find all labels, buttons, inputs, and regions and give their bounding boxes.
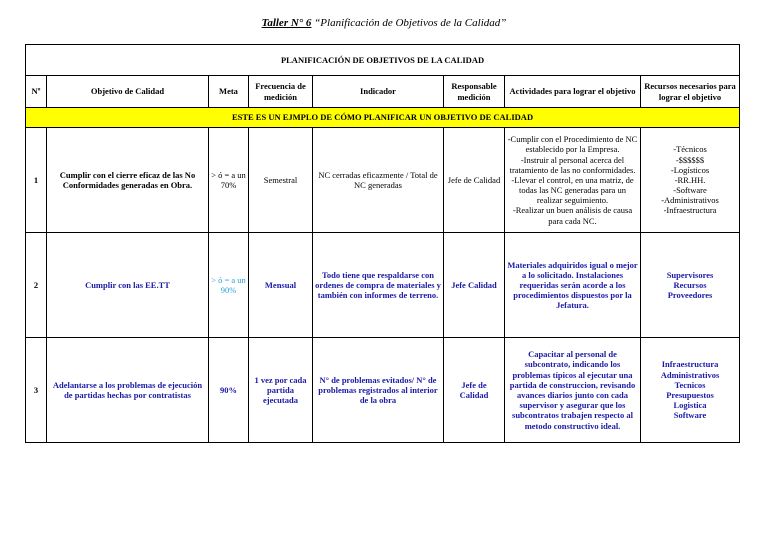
- recurso-item: Proveedores: [667, 290, 713, 301]
- row-meta: > ó = a un 90%: [209, 233, 249, 338]
- row-objetivo: Adelantarse a los problemas de ejecución de partidas hechas por contratistas: [47, 338, 209, 443]
- recurso-item: -Infraestructura: [663, 205, 717, 216]
- header-indicador: Indicador: [313, 76, 444, 108]
- recurso-item: Software: [673, 410, 707, 421]
- row-meta: 90%: [209, 338, 249, 443]
- document-caption: [0, 17, 768, 29]
- header-meta: Meta: [209, 76, 249, 108]
- caption-title: “Planificación de Objetivos de la Calidad”: [314, 17, 507, 29]
- row-responsable: Jefe de Calidad: [444, 338, 505, 443]
- header-frecuencia: Frecuencia de medición: [249, 76, 313, 108]
- row-indicador: NC cerradas eficazmente / Total de NC generadas: [313, 128, 444, 233]
- row-frecuencia: Semestral: [249, 128, 313, 233]
- row-actividades: Materiales adquiridos igual o mejor a lo solicitado. Instalaciones requeridas serán acorde a los procedimientos dispuestos por la Jefatura.: [505, 233, 641, 338]
- actividad-line: -Realizar un buen análisis de causa para cada NC.: [512, 205, 633, 226]
- caption-label: Taller N° 6: [261, 17, 312, 29]
- recurso-item: -Software: [673, 185, 707, 196]
- actividad-line: -Instruir al personal acerca del tratamiento de las no conformidades.: [509, 154, 636, 175]
- recurso-item: Presupuestos: [666, 390, 714, 400]
- actividad-line: -Cumplir con el Procedimiento de NC establecido por la Empresa.: [507, 134, 638, 155]
- header-objetivo: Objetivo de Calidad: [47, 76, 209, 108]
- header-num: Nº: [26, 76, 47, 108]
- recurso-item: Administrativos: [660, 369, 720, 380]
- recurso-item: Recursos: [673, 279, 707, 290]
- header-responsable: Responsable medición: [444, 76, 505, 108]
- example-banner-row: [26, 108, 740, 128]
- row-frecuencia: Mensual: [249, 233, 313, 338]
- row-actividades: [505, 128, 641, 233]
- recurso-item: Infraestructura: [661, 359, 719, 370]
- row-recursos: [641, 233, 740, 338]
- recurso-item: -$$$$$$: [675, 154, 705, 165]
- example-banner: ESTE ES UN EJMPLO DE CÓMO PLANIFICAR UN OBJETIVO DE CALIDAD: [26, 108, 740, 128]
- row-indicador: Todo tiene que respaldarse con ordenes de compra de materiales y también con informes de terreno.: [313, 233, 444, 338]
- row-actividades: Capacitar al personal de subcontrato, indicando los problemas típicos al ejecutar una partida de construccion, revisando avances diarios junto con cada supervisor y asegurar que los subcontratos trabajen respecto al metodo constructivo ideal.: [505, 338, 641, 443]
- header-actividades: Actividades para lograr el objetivo: [505, 76, 641, 108]
- table-row: [26, 338, 740, 443]
- table-header-row: [26, 76, 740, 108]
- row-meta: > ó = a un 70%: [209, 128, 249, 233]
- table-title: PLANIFICACIÓN DE OBJETIVOS DE LA CALIDAD: [26, 45, 740, 76]
- row-recursos: [641, 128, 740, 233]
- recurso-item: Logistica: [673, 400, 707, 411]
- row-responsable: Jefe Calidad: [444, 233, 505, 338]
- recurso-item: -Logísticos: [670, 164, 710, 175]
- table-row: [26, 128, 740, 233]
- row-num: 2: [26, 233, 47, 338]
- row-recursos: [641, 338, 740, 443]
- table-row: [26, 233, 740, 338]
- recurso-item: -Administrativos: [661, 195, 719, 206]
- row-num: 3: [26, 338, 47, 443]
- row-objetivo: Cumplir con el cierre eficaz de las No Conformidades generadas en Obra.: [47, 128, 209, 233]
- recurso-item: -Técnicos: [673, 144, 707, 155]
- actividad-line: -Llevar el control, en una matriz, de todas las NC generadas para un realizar seguimiento.: [511, 174, 634, 206]
- quality-objectives-table: [25, 44, 740, 443]
- recurso-item: Supervisores: [666, 269, 714, 280]
- row-num: 1: [26, 128, 47, 233]
- header-recursos: Recursos necesarios para lograr el objetivo: [641, 76, 740, 108]
- row-indicador: N° de problemas evitados/ N° de problemas registrados al interior de la obra: [313, 338, 444, 443]
- row-frecuencia: 1 vez por cada partida ejecutada: [249, 338, 313, 443]
- row-responsable: Jefe de Calidad: [444, 128, 505, 233]
- table-title-row: [26, 45, 740, 76]
- row-objetivo: Cumplir con las EE.TT: [47, 233, 209, 338]
- recurso-item: Tecnicos: [674, 379, 706, 390]
- recurso-item: -RR.HH.: [674, 174, 706, 185]
